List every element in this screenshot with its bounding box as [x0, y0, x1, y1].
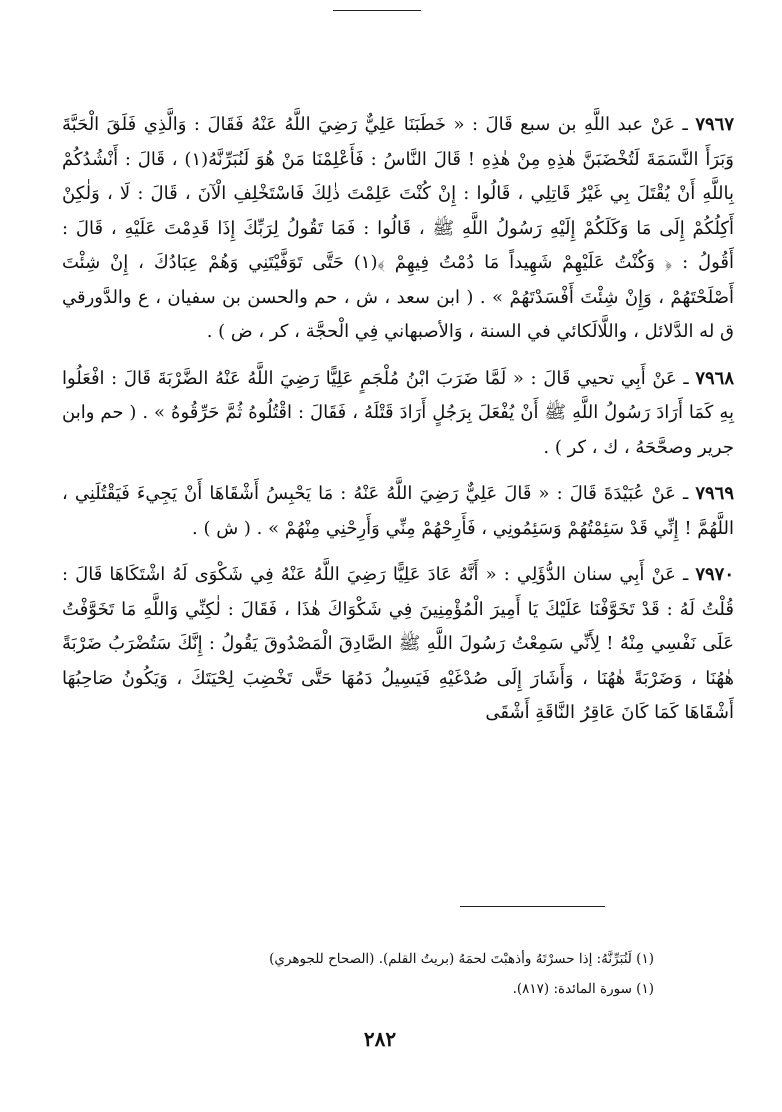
- footnote: (١) لَنُبَرِّنَّهُ: إذا حسرْتَهُ وأذهبْتَ لحمَهُ (بريتُ القلم). (الصحاح للجوهري): [269, 951, 654, 967]
- hadith-number: ٧٩٦٨: [695, 367, 734, 389]
- page-number: ٢٨٢: [363, 1027, 397, 1051]
- hadith-paragraph: [62, 108, 734, 350]
- hadith-text: ـ عَنْ عبد اللَّهِ بن سبع قَالَ : « خَطَبَنَا عَلِيٌّ رَضِيَ اللَّهُ عَنْهُ فَقَالَ : وَالَّذِي فَلَقَ الْحَبَّةَ وَبَرَأَ النَّسَمَةَ لَتُخْضَبَنَّ هٰذِهِ مِنْ هٰذِهِ ! قَالَ النَّاسُ : فَأَعْلِمْنَا مَنْ هُوَ لَنُبَرِّنَّهُ(١) ، قَالَ : أَنْشُدُكُمْ بِاللَّهِ أَنْ يُقْتَلَ بِي غَيْرُ قَاتِلِي ، قَالُوا : إِنْ كُنْتَ عَلِمْتَ ذٰلِكَ فَاسْتَخْلِفِ الْآنَ ، قَالَ : لَا ، وَلٰكِنْ أَكِلُكُمْ إِلَى مَا وَكَلَكُمْ إِلَيْهِ رَسُولُ اللَّهِ ﷺ ، قَالُوا : فَمَا تَقُولُ لِرَبِّكَ إِذَا قَدِمْتَ عَلَيْهِ ، قَالَ : أَقُولُ : ﴿ وَكُنْتُ عَلَيْهِمْ شَهِيداً مَا دُمْتُ فِيهِمْ ﴾(١) حَتَّى تَوَفَّيْتَنِي وَهُمْ عِبَادُكَ ، إِنْ شِئْتَ أَصْلَحْتَهُمْ ، وَإِنْ شِئْتَ أَفْسَدْتَهُمْ » . ( ابن سعد ، ش ، حم والحسن بن سفيان ، ع والدَّورقي ق له الدَّلائل ، واللَّالَكائي في السنة ، وَالأصبهاني فِي الْحجَّة ، كر ، ض ) .: [62, 114, 734, 342]
- footnote: (١) سورة المائدة: (٨١٧).: [512, 981, 654, 997]
- hadith-number: ٧٩٦٩: [695, 483, 734, 504]
- hadith-text: ـ عَنْ عُبَيْدَةَ قَالَ : « قَالَ عَلِيٌّ رَضِيَ اللَّهُ عَنْهُ : مَا يَحْبِسُ أَشْقَاهَا أَنْ يَجِيءَ فَيَقْتُلَنِي ، اللَّهُمَّ ! إِنِّي قَدْ سَئِمْتُهُمْ وَسَئِمُونِي ، فَأَرِحْهُمْ مِنِّي وَأَرِحْنِي مِنْهُمْ » . ( ش ) .: [62, 483, 734, 539]
- hadith-number: ٧٩٦٧: [695, 114, 734, 135]
- header-rule: [333, 10, 421, 11]
- hadith-entry-7970: [62, 558, 734, 731]
- hadith-text: ـ عَنْ أَبِي تحيي قَالَ : « لَمَّا ضَرَبَ ابْنُ مُلْجَمٍ عَلِيًّا رَضِيَ اللَّهُ عَنْهُ الضَّرْبَةَ قَالَ : افْعَلُوا بِهِ كَمَا أَرَادَ رَسُولُ اللَّهِ ﷺ أَنْ يُفْعَلَ بِرَجُلٍ أَرَادَ قَتْلَهُ ، فَقَالَ : اقْتُلُوهُ ثُمَّ حَرِّقُوهُ » . ( حم وابن جرير وصحَّحَهُ ، ك ، كر ) .: [62, 367, 734, 458]
- hadith-paragraph: [62, 477, 734, 546]
- hadith-entry-7969: [62, 477, 734, 546]
- hadith-entry-7968: [62, 362, 734, 466]
- hadith-text: ـ عَنْ أَبِي سنان الدُّؤَلِي : « أَنَّهُ عَادَ عَلِيًّا رَضِيَ اللَّهُ عَنْهُ فِي شَكْوَى لَهُ اشْتَكَاهَا قَالَ : قُلْتُ لَهُ : قَدْ تَخَوَّفْنَا عَلَيْكَ يَا أَمِيرَ الْمُؤْمِنِينَ فِي شَكْوَاكَ هٰذَا ، فَقَالَ : لٰكِنِّي وَاللَّهِ مَا تَخَوَّفْتُ عَلَى نَفْسِي مِنْهُ ! لِأَنِّي سَمِعْتُ رَسُولَ اللَّهِ ﷺ الصَّادِقَ الْمَصْدُوقَ يَقُولُ : إِنَّكَ سَتُضْرَبُ ضَرْبَةً هٰهُنَا ، وَضَرْبَةً هٰهُنَا ، وَأَشَارَ إِلَى صُدْغَيْهِ فَيَسِيلُ دَمُهَا حَتَّى تَخْضِبَ لِحْيَتَكَ ، وَيَكُونُ صَاحِبُهَا أَشْقَاهَا كَمَا كَانَ عَاقِرُ النَّاقَةِ أَشْقَى: [62, 564, 734, 723]
- footnotes: [140, 944, 654, 1004]
- hadith-paragraph: [62, 362, 734, 466]
- hadith-paragraph: [62, 558, 734, 731]
- main-text: [62, 108, 734, 743]
- footnote-separator: [460, 906, 605, 907]
- hadith-number: ٧٩٧٠: [695, 564, 734, 585]
- hadith-entry-7967: [62, 108, 734, 350]
